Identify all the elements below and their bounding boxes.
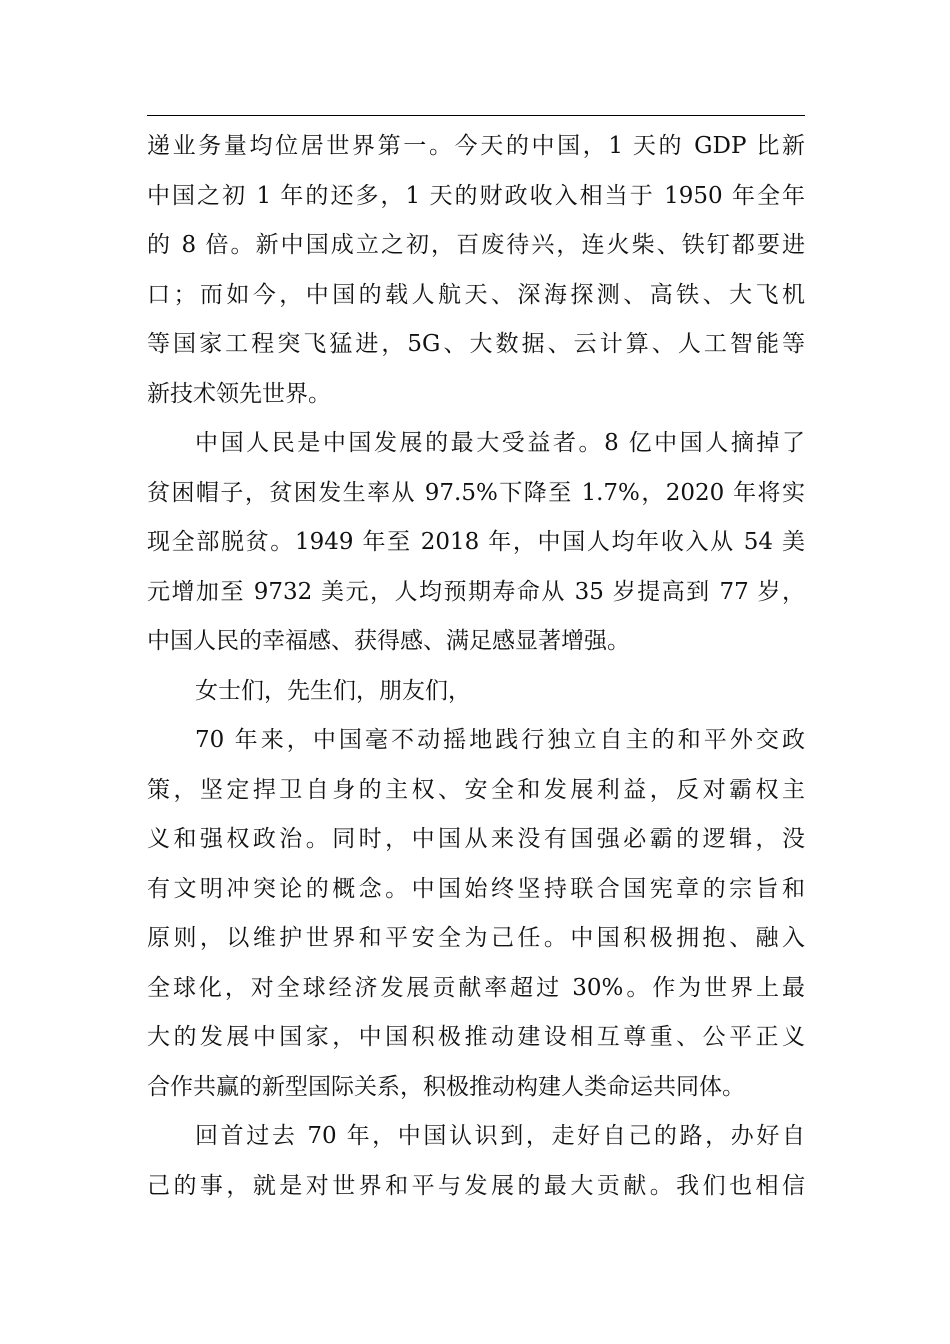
text-line: 现全部脱贫。1949 年至 2018 年，中国人均年收入从 54 美 bbox=[147, 529, 805, 555]
text-line: 合作共赢的新型国际关系，积极推动构建人类命运共同体。 bbox=[147, 1073, 745, 1100]
text-line: 有文明冲突论的概念。中国始终坚持联合国宪章的宗旨和 bbox=[147, 875, 805, 902]
document-body bbox=[147, 122, 805, 1211]
text-line: 70 年来，中国毫不动摇地践行独立自主的和平外交政 bbox=[195, 727, 805, 753]
text-line: 口；而如今，中国的载人航天、深海探测、高铁、大飞机 bbox=[147, 281, 805, 308]
text-line: 元增加至 9732 美元，人均预期寿命从 35 岁提高到 77 岁， bbox=[147, 578, 805, 605]
text-line: 中国人民的幸福感、获得感、满足感显著增强。 bbox=[147, 628, 630, 654]
text-line: 己的事，就是对世界和平与发展的最大贡献。我们也相信 bbox=[147, 1172, 805, 1199]
text-line: 大的发展中国家，中国积极推动建设相互尊重、公平正义 bbox=[147, 1024, 805, 1050]
salutation-line: 女士们，先生们，朋友们， bbox=[195, 677, 471, 704]
text-line: 贫困帽子，贫困发生率从 97.5%下降至 1.7%，2020 年将实 bbox=[147, 479, 805, 506]
text-line: 义和强权政治。同时，中国从来没有国强必霸的逻辑，没 bbox=[147, 826, 805, 852]
text-line: 策，坚定捍卫自身的主权、安全和发展利益，反对霸权主 bbox=[147, 776, 805, 803]
text-line: 等国家工程突飞猛进，5G、大数据、云计算、人工智能等 bbox=[147, 331, 805, 357]
text-line: 中国人民是中国发展的最大受益者。8 亿中国人摘掉了 bbox=[195, 430, 805, 456]
text-line: 新技术领先世界。 bbox=[147, 380, 331, 407]
text-line: 递业务量均位居世界第一。今天的中国，1 天的 GDP 比新 bbox=[147, 133, 805, 159]
text-line: 回首过去 70 年，中国认识到，走好自己的路，办好自 bbox=[195, 1123, 805, 1149]
text-line: 中国之初 1 年的还多，1 天的财政收入相当于 1950 年全年 bbox=[147, 182, 805, 209]
text-line: 的 8 倍。新中国成立之初，百废待兴，连火柴、铁钉都要进 bbox=[147, 232, 805, 258]
text-line: 全球化，对全球经济发展贡献率超过 30%。作为世界上最 bbox=[147, 974, 805, 1001]
text-line: 原则，以维护世界和平安全为己任。中国积极拥抱、融入 bbox=[147, 925, 805, 951]
header-rule bbox=[147, 115, 805, 116]
